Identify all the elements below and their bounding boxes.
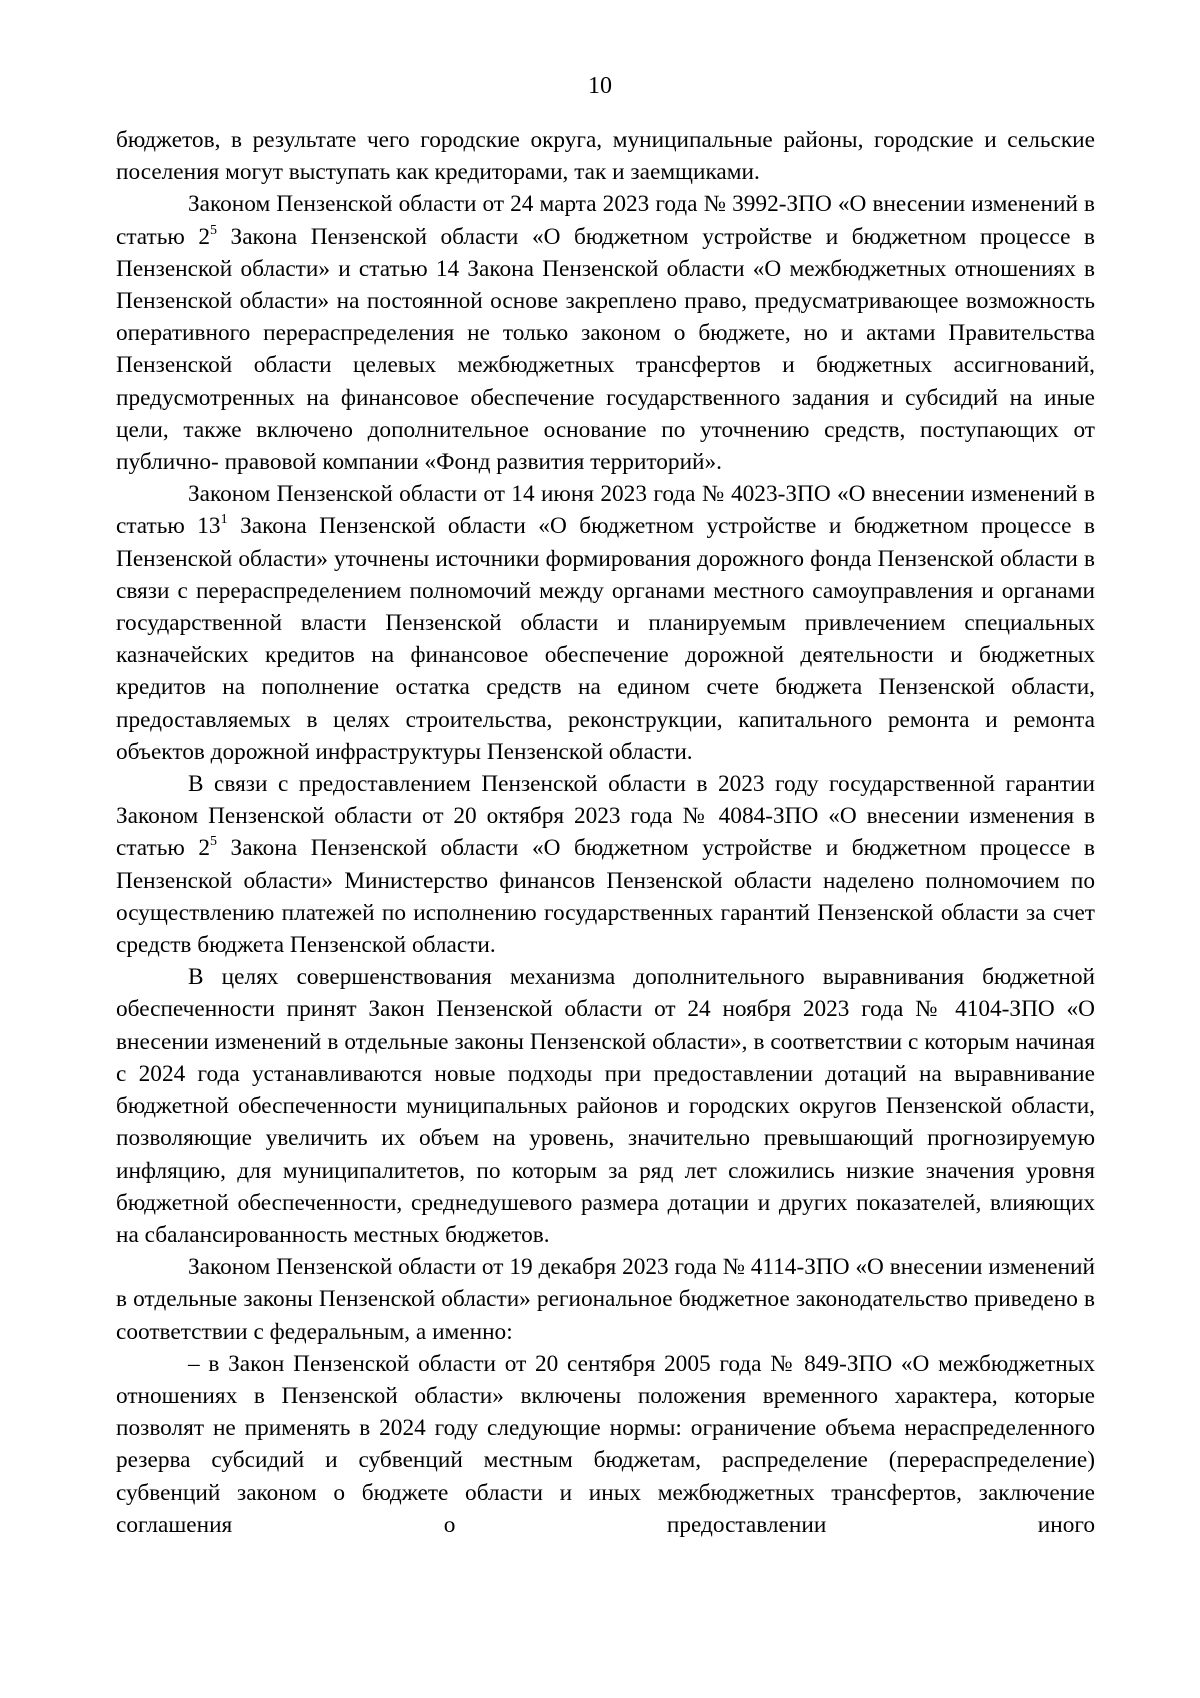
paragraph-text: бюджетов, в результате чего городские округа, муниципальные районы, городские и сельские поселения могут выступать как кредиторами, так и заемщиками. [116, 127, 1095, 186]
paragraph [116, 1348, 1095, 1541]
paragraph [116, 1251, 1095, 1348]
superscript-index: 1 [220, 512, 228, 528]
paragraph-text: – в Закон Пензенской области от 20 сентября 2005 года № 849-ЗПО «О межбюджетных отношениях в Пензенской области» включены положения временного характера, которые позволят не применять в 2024 году следующие нормы: ограничение объема нераспределенного резерва субсидий и субвенций местным бюджетам, распределение (перераспределение) субвенций законом о бюджете области и иных межбюджетных трансфертов, заключение соглашения о предоставлении иного [116, 1350, 1095, 1538]
superscript-index: 5 [209, 222, 217, 238]
paragraph [116, 124, 1095, 188]
paragraph [116, 478, 1095, 768]
paragraph-text: Законом Пензенской области от 19 декабря 2023 года № 4114-ЗПО «О внесении изменений в отдельные законы Пензенской области» региональное бюджетное законодательство приведено в соответствии с федеральным, а именно: [116, 1254, 1095, 1345]
paragraph-text: Закона Пензенской области «О бюджетном устройстве и бюджетном процессе в Пензенской области» Министерство финансов Пензенской области наделено полномочием по осуществлению платежей по исполнению государственных гарантий Пензенской области за счет средств бюджета Пензенской области. [116, 835, 1095, 959]
paragraph [116, 188, 1095, 478]
paragraph-text: Законом Пензенской области от 24 марта 2023 года № 3992-ЗПО «О внесении изменений в статью 2 [116, 191, 1095, 250]
page-number: 10 [588, 73, 612, 99]
document-body [116, 124, 1095, 1541]
paragraph [116, 961, 1095, 1251]
paragraph [116, 768, 1095, 961]
paragraph-text: Закона Пензенской области «О бюджетном устройстве и бюджетном процессе в Пензенской области» и статью 14 Закона Пензенской области «О межбюджетных отношениях в Пензенской области» на постоянной основе закреплено право, предусматривающее возможность оперативного перераспределения не только законом о бюджете, но и актами Правительства Пензенской области целевых межбюджетных трансфертов и бюджетных ассигнований, предусмотренных на финансовое обеспечение государственного задания и субсидий на иные цели, также включено дополнительное основание по уточнению средств, поступающих от публично- правовой компании «Фонд развития территорий». [116, 223, 1095, 476]
paragraph-text: В связи с предоставлением Пензенской области в 2023 году государственной гарантии Законом Пензенской области от 20 октября 2023 года № 4084-ЗПО «О внесении изменения в статью 2 [116, 771, 1095, 862]
paragraph-text: Законом Пензенской области от 14 июня 2023 года № 4023-ЗПО «О внесении изменений в статью 13 [116, 481, 1095, 540]
paragraph-text: В целях совершенствования механизма дополнительного выравнивания бюджетной обеспеченности принят Закон Пензенской области от 24 ноября 2023 года № 4104-ЗПО «О внесении изменений в отдельные законы Пензенской области», в соответствии с которым начиная с 2024 года устанавливаются новые подходы при предоставлении дотаций на выравнивание бюджетной обеспеченности муниципальных районов и городских округов Пензенской области, позволяющие увеличить их объем на уровень, значительно превышающий прогнозируемую инфляцию, для муниципалитетов, по которым за ряд лет сложились низкие значения уровня бюджетной обеспеченности, среднедушевого размера дотации и других показателей, влияющих на сбалансированность местных бюджетов. [116, 964, 1095, 1248]
superscript-index: 5 [209, 834, 217, 850]
paragraph-text: Закона Пензенской области «О бюджетном устройстве и бюджетном процессе в Пензенской области» уточнены источники формирования дорожного фонда Пензенской области в связи с перераспределением полномочий между органами местного самоуправления и органами государственной власти Пензенской области и планируемым привлечением специальных казначейских кредитов на финансовое обеспечение дорожной деятельности и бюджетных кредитов на пополнение остатка средств на едином счете бюджета Пензенской области, предоставляемых в целях строительства, реконструкции, капитального ремонта и ремонта объектов дорожной инфраструктуры Пензенской области. [116, 513, 1095, 765]
